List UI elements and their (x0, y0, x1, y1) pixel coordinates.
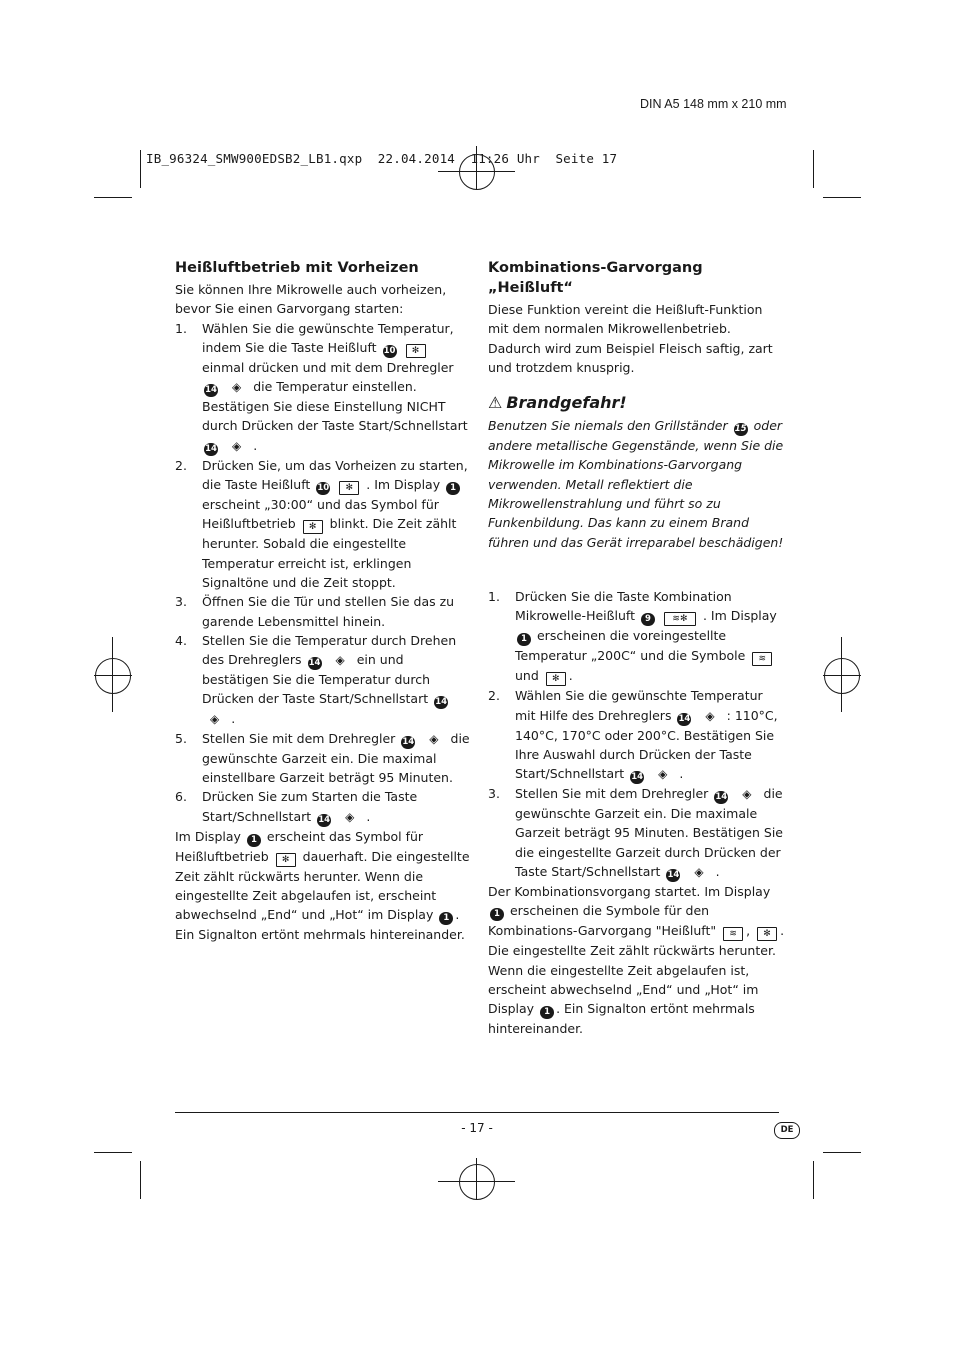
crop-mark (140, 1161, 141, 1199)
ref-badge: 14 (205, 443, 217, 454)
grill-fan-symbol-icon: ≋✻ (664, 612, 696, 626)
step-text: die gewünschte Garzeit ein. Die maximale Garzeit beträgt 95 Minuten. Bestätigen Sie die eingestellte Garzeit durch Drücken der Taste Start/Schnellstart (515, 786, 783, 880)
list-item (175, 631, 471, 729)
rotary-knob-icon: ◈ (742, 787, 752, 802)
text-run: erscheint das Symbol für Heißluftbetrieb (175, 828, 424, 864)
step-number: 6. (175, 789, 187, 805)
fan-symbol-icon: ✻ (406, 344, 426, 358)
crop-mark (94, 1152, 132, 1153)
step-text: Drücken Sie, um das Vorheizen zu starten, die Taste Heißluft (202, 457, 468, 493)
ref-badge: 15 (734, 424, 747, 435)
ref-badge: 14 (435, 697, 448, 708)
warning-triangle-icon: ⚠ (488, 393, 503, 413)
intro-text: Diese Funktion vereint die Heißluft-Funktion mit dem normalen Mikrowellenbetrieb. Dadurch wird zum Beispiel Fleisch saftig, zart und trotzdem knusprig. (488, 302, 773, 375)
step-text: Drücken Sie die Taste Kombination Mikrowelle-Heißluft (515, 588, 732, 624)
warning-text (488, 416, 786, 552)
text-run: erscheinen die Symbole für den Kombinations-Garvorgang "Heißluft" (488, 903, 717, 939)
ref-badge: 14 (205, 385, 217, 396)
ref-badge: 9 (641, 613, 655, 626)
grill-symbol-icon: ≋ (752, 652, 772, 666)
rotary-knob-icon: ◈ (335, 653, 345, 668)
fan-symbol-icon: ✻ (339, 481, 359, 495)
step-text: die Temperatur einstellen. Bestätigen Sie diese Einstellung NICHT durch Drücken der Taste Start/Schnellstart (202, 379, 468, 434)
ref-badge: 14 (715, 792, 728, 803)
step-number: 3. (488, 786, 500, 802)
list-item (488, 686, 786, 784)
text-run: oder andere metallische Gegenstände, wenn Sie die Mikrowelle im Kombinations-Garvorgang verwenden. Metall reflektiert die Mikrowellenstrahlung und führt so zu Funkenbildung. Das kann zu einem Brand führen und das Gerät irreparabel beschädigen! (488, 418, 784, 550)
list-item (175, 787, 471, 826)
step-text: Stellen Sie mit dem Drehregler (515, 786, 709, 802)
step-text: Öffnen Sie die Tür und stellen Sie das zu garende Lebensmittel hinein. (202, 594, 455, 629)
file-slug: IB_96324_SMW900EDSB2_LB1.qxp 22.04.2014 11:26 Uhr Seite 17 (146, 151, 618, 166)
ref-badge: 1 (247, 834, 261, 847)
crop-mark (813, 1161, 814, 1199)
step-number: 2. (488, 688, 500, 704)
text-run: Benutzen Sie niemals den Grillständer (488, 418, 728, 434)
step-number: 3. (175, 594, 187, 610)
list-item (175, 319, 471, 456)
step-text: blinkt. Die Zeit zählt herunter. Sobald die eingestellte Temperatur erreicht ist, erklingen Signaltöne und die Zeit stoppt. (202, 516, 457, 590)
rotary-knob-icon: ◈ (231, 380, 242, 395)
page-number: - 17 - (461, 1121, 493, 1135)
format-label: DIN A5 148 mm x 210 mm (640, 97, 787, 111)
rotary-knob-icon: ◈ (210, 712, 220, 727)
language-badge: DE (774, 1122, 800, 1139)
footer-rule (175, 1112, 779, 1113)
ref-badge: 1 (540, 1006, 554, 1019)
warning-title: Brandgefahr! (506, 393, 627, 413)
list-item (488, 784, 786, 882)
registration-line (476, 1158, 477, 1200)
step-text: Stellen Sie die Temperatur durch Drehen des Drehreglers (202, 632, 457, 668)
step-text: . (568, 668, 573, 684)
step-text: : 110°C, 140°C, 170°C oder 200°C. Bestätigen Sie Ihre Auswahl durch Drücken der Taste Start/Schnellstart (515, 707, 778, 782)
list-item (488, 587, 786, 686)
warning-heading (488, 392, 786, 414)
step-text: die gewünschte Garzeit ein. Die maximal einstellbare Garzeit beträgt 95 Minuten. (202, 730, 470, 786)
outro-text (488, 882, 786, 1038)
fan-symbol-icon: ✻ (276, 853, 296, 867)
text-run: . Ein Signalton ertönt mehrmals hintereinander. (175, 907, 465, 943)
step-number: 1. (175, 320, 187, 336)
crop-mark (140, 150, 141, 188)
step-text: . (679, 766, 684, 782)
registration-mark-right (824, 658, 860, 694)
rotary-knob-icon: ◈ (429, 731, 439, 746)
step-text: . (231, 711, 236, 727)
step-text: ein und bestätigen Sie die Temperatur durch Drücken der Taste Start/Schnellstart (202, 652, 430, 707)
text-run: dauerhaft. Die eingestellte Zeit zählt rückwärts herunter. Wenn die eingestellte Zeit abgelaufen ist, erscheint abwechselnd „End“ und „Hot“ im Display (175, 848, 470, 923)
step-text: . (366, 808, 371, 824)
ref-badge: 14 (678, 713, 691, 724)
preheat-steps (175, 319, 471, 827)
crop-mark (823, 197, 861, 198)
ref-badge: 1 (446, 482, 460, 495)
step-text: . (715, 864, 720, 880)
step-text: Drücken Sie zum Starten die Taste Start/Schnellstart (202, 789, 418, 824)
ref-badge: 14 (318, 814, 331, 825)
list-item (175, 456, 471, 592)
crop-mark (813, 150, 814, 188)
right-column (488, 258, 786, 1039)
intro-text: Sie können Ihre Mikrowelle auch vorheizen, bevor Sie einen Garvorgang starten: (175, 282, 447, 317)
crop-mark (94, 197, 132, 198)
left-column (175, 258, 471, 945)
registration-line (112, 637, 113, 712)
step-text: . (253, 437, 258, 453)
registration-line (94, 675, 132, 676)
step-text: . Im Display (366, 477, 441, 493)
step-number: 2. (175, 457, 187, 473)
fan-symbol-icon: ✻ (303, 520, 323, 534)
step-text: erscheinen die voreingestellte Temperatur „200C“ und die Symbole (515, 628, 746, 664)
rotary-knob-icon: ◈ (694, 865, 704, 880)
combination-steps (488, 587, 786, 882)
text-run: , (746, 923, 751, 939)
grill-symbol-icon: ≋ (723, 927, 743, 941)
section-heading-combination: Kombinations-Garvorgang „Heißluft“ (488, 260, 703, 296)
rotary-knob-icon: ◈ (705, 708, 715, 723)
step-text: . Im Display (702, 608, 777, 624)
ref-badge: 1 (439, 912, 453, 925)
ref-badge: 1 (517, 633, 531, 646)
registration-mark-left (95, 658, 131, 694)
ref-badge: 10 (383, 345, 396, 356)
step-text: erscheint „30:00“ und das Symbol für Heißluftbetrieb (202, 497, 439, 532)
crop-mark (823, 1152, 861, 1153)
section-heading-preheat: Heißluftbetrieb mit Vorheizen (175, 260, 419, 276)
text-run: . Ein Signalton ertönt mehrmals hintereinander. (488, 1001, 755, 1037)
spacer (488, 552, 786, 587)
step-text: Wählen Sie die gewünschte Temperatur mit Hilfe des Drehreglers (515, 688, 763, 723)
rotary-knob-icon: ◈ (345, 809, 355, 824)
registration-mark-bottom (459, 1164, 495, 1200)
list-item (175, 729, 471, 788)
step-text: Stellen Sie mit dem Drehregler (202, 730, 396, 746)
registration-line (841, 637, 842, 712)
text-run: Der Kombinationsvorgang startet. Im Display (488, 884, 771, 900)
step-number: 5. (175, 730, 187, 746)
registration-line (823, 675, 861, 676)
step-text: Wählen Sie die gewünschte Temperatur, indem Sie die Taste Heißluft (202, 320, 454, 355)
ref-badge: 1 (490, 908, 504, 921)
outro-text (175, 827, 471, 945)
ref-badge: 14 (667, 870, 680, 881)
text-run: . Die eingestellte Zeit zählt rückwärts herunter. Wenn die eingestellte Zeit abgelaufen ist, erscheint abwechselnd „End“ und „Hot“ im Display (488, 923, 785, 1017)
step-text: und (515, 668, 539, 684)
ref-badge: 14 (308, 658, 321, 669)
text-run: Im Display (175, 828, 241, 844)
ref-badge: 10 (317, 483, 330, 494)
list-item (175, 592, 471, 631)
ref-badge: 14 (631, 772, 644, 783)
rotary-knob-icon: ◈ (658, 767, 668, 782)
step-number: 4. (175, 632, 187, 648)
fan-symbol-icon: ✻ (757, 927, 777, 941)
rotary-knob-icon: ◈ (231, 438, 242, 453)
fan-symbol-icon: ✻ (546, 672, 566, 686)
step-text: einmal drücken und mit dem Drehregler (202, 359, 454, 375)
ref-badge: 14 (402, 736, 415, 747)
step-number: 1. (488, 588, 500, 604)
